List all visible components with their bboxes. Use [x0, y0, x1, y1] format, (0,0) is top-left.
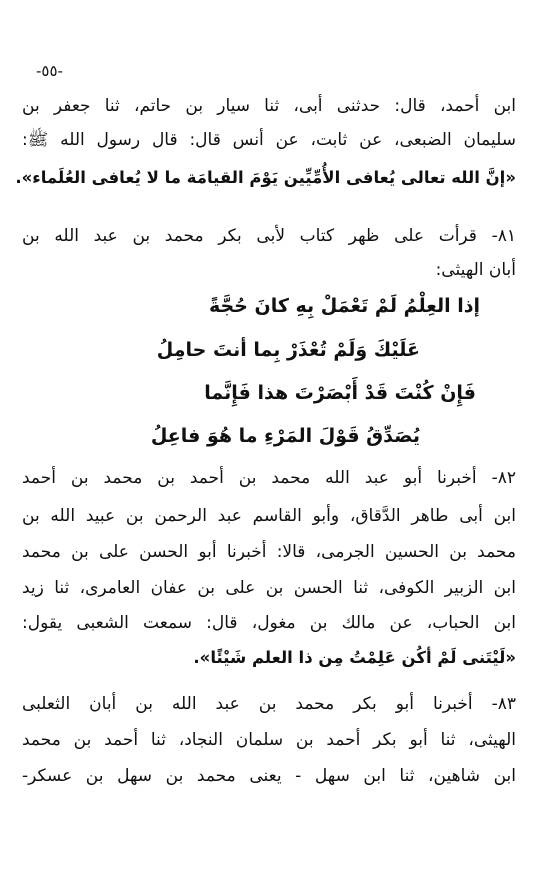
text-line: ابن الحباب، عن مالك بن مغول، قال: سمعت الشعبى يقول: [22, 613, 516, 633]
text-line: ابن الزبير الكوفى، ثنا الحسن بن على بن عفان العامرى، ثنا زيد [22, 578, 516, 598]
poem-verse: عَلَيْكَ وَلَمْ تُعْذَرْ بِما أنتَ حامِلُ [156, 339, 420, 361]
text-line: الهيثى، ثنا أبو بكر أحمد بن سلمان النجاد، ثنا أحمد بن محمد [22, 730, 516, 750]
text-line: ٨٣- أخبرنا أبو بكر محمد بن عبد الله بن أبان الثعلبى [22, 694, 516, 714]
poem-verse: إذا العِلْمُ لَمْ تَعْمَلْ بِهِ كانَ حُجَّةً [208, 295, 480, 317]
text-line: أبان الهيثى: [435, 260, 516, 280]
text-line: ابن أحمد، قال: حدثنى أبى، ثنا سيار بن حاتم، ثنا جعفر بن [22, 96, 516, 116]
text-line: ابن أبى طاهر الدَّقاق، وأبو القاسم عبد الرحمن بن عبيد الله بن [22, 506, 516, 526]
hadith-quote: «إنَّ الله تعالى يُعافى الأُمِّيِّين يَوْمَ القيامَة ما لا يُعافى العُلَماء». [15, 168, 516, 187]
poem-verse: فَإِنْ كُنْتَ قَدْ أَبْصَرْتَ هذا فَإِنَّما [204, 382, 476, 404]
text-line: ٨١- قرأت على ظهر كتاب لأبى بكر محمد بن عبد الله بن [22, 226, 516, 246]
poem-verse: يُصَدِّقُ قَوْلَ المَرْءِ ما هُوَ فاعِلُ [150, 425, 420, 447]
text-line: محمد بن الحسين الجرمى، قالا: أخبرنا أبو الحسن على بن محمد [22, 542, 516, 562]
hadith-quote: «لَيْتَنى لَمْ أكُن عَلِمْتُ مِن ذا العلم شَيْئًا». [193, 648, 516, 667]
page-number: -٥٥- [36, 62, 63, 80]
text-line: ٨٢- أخبرنا أبو عبد الله محمد بن أحمد بن محمد بن أحمد [22, 468, 516, 488]
text-line: ابن شاهين، ثنا ابن سهل - يعنى محمد بن سهل بن عسكر- [22, 766, 516, 786]
text-line: سليمان الضبعى، عن ثابت، عن أنس قال: قال رسول الله ﷺ: [22, 130, 516, 150]
